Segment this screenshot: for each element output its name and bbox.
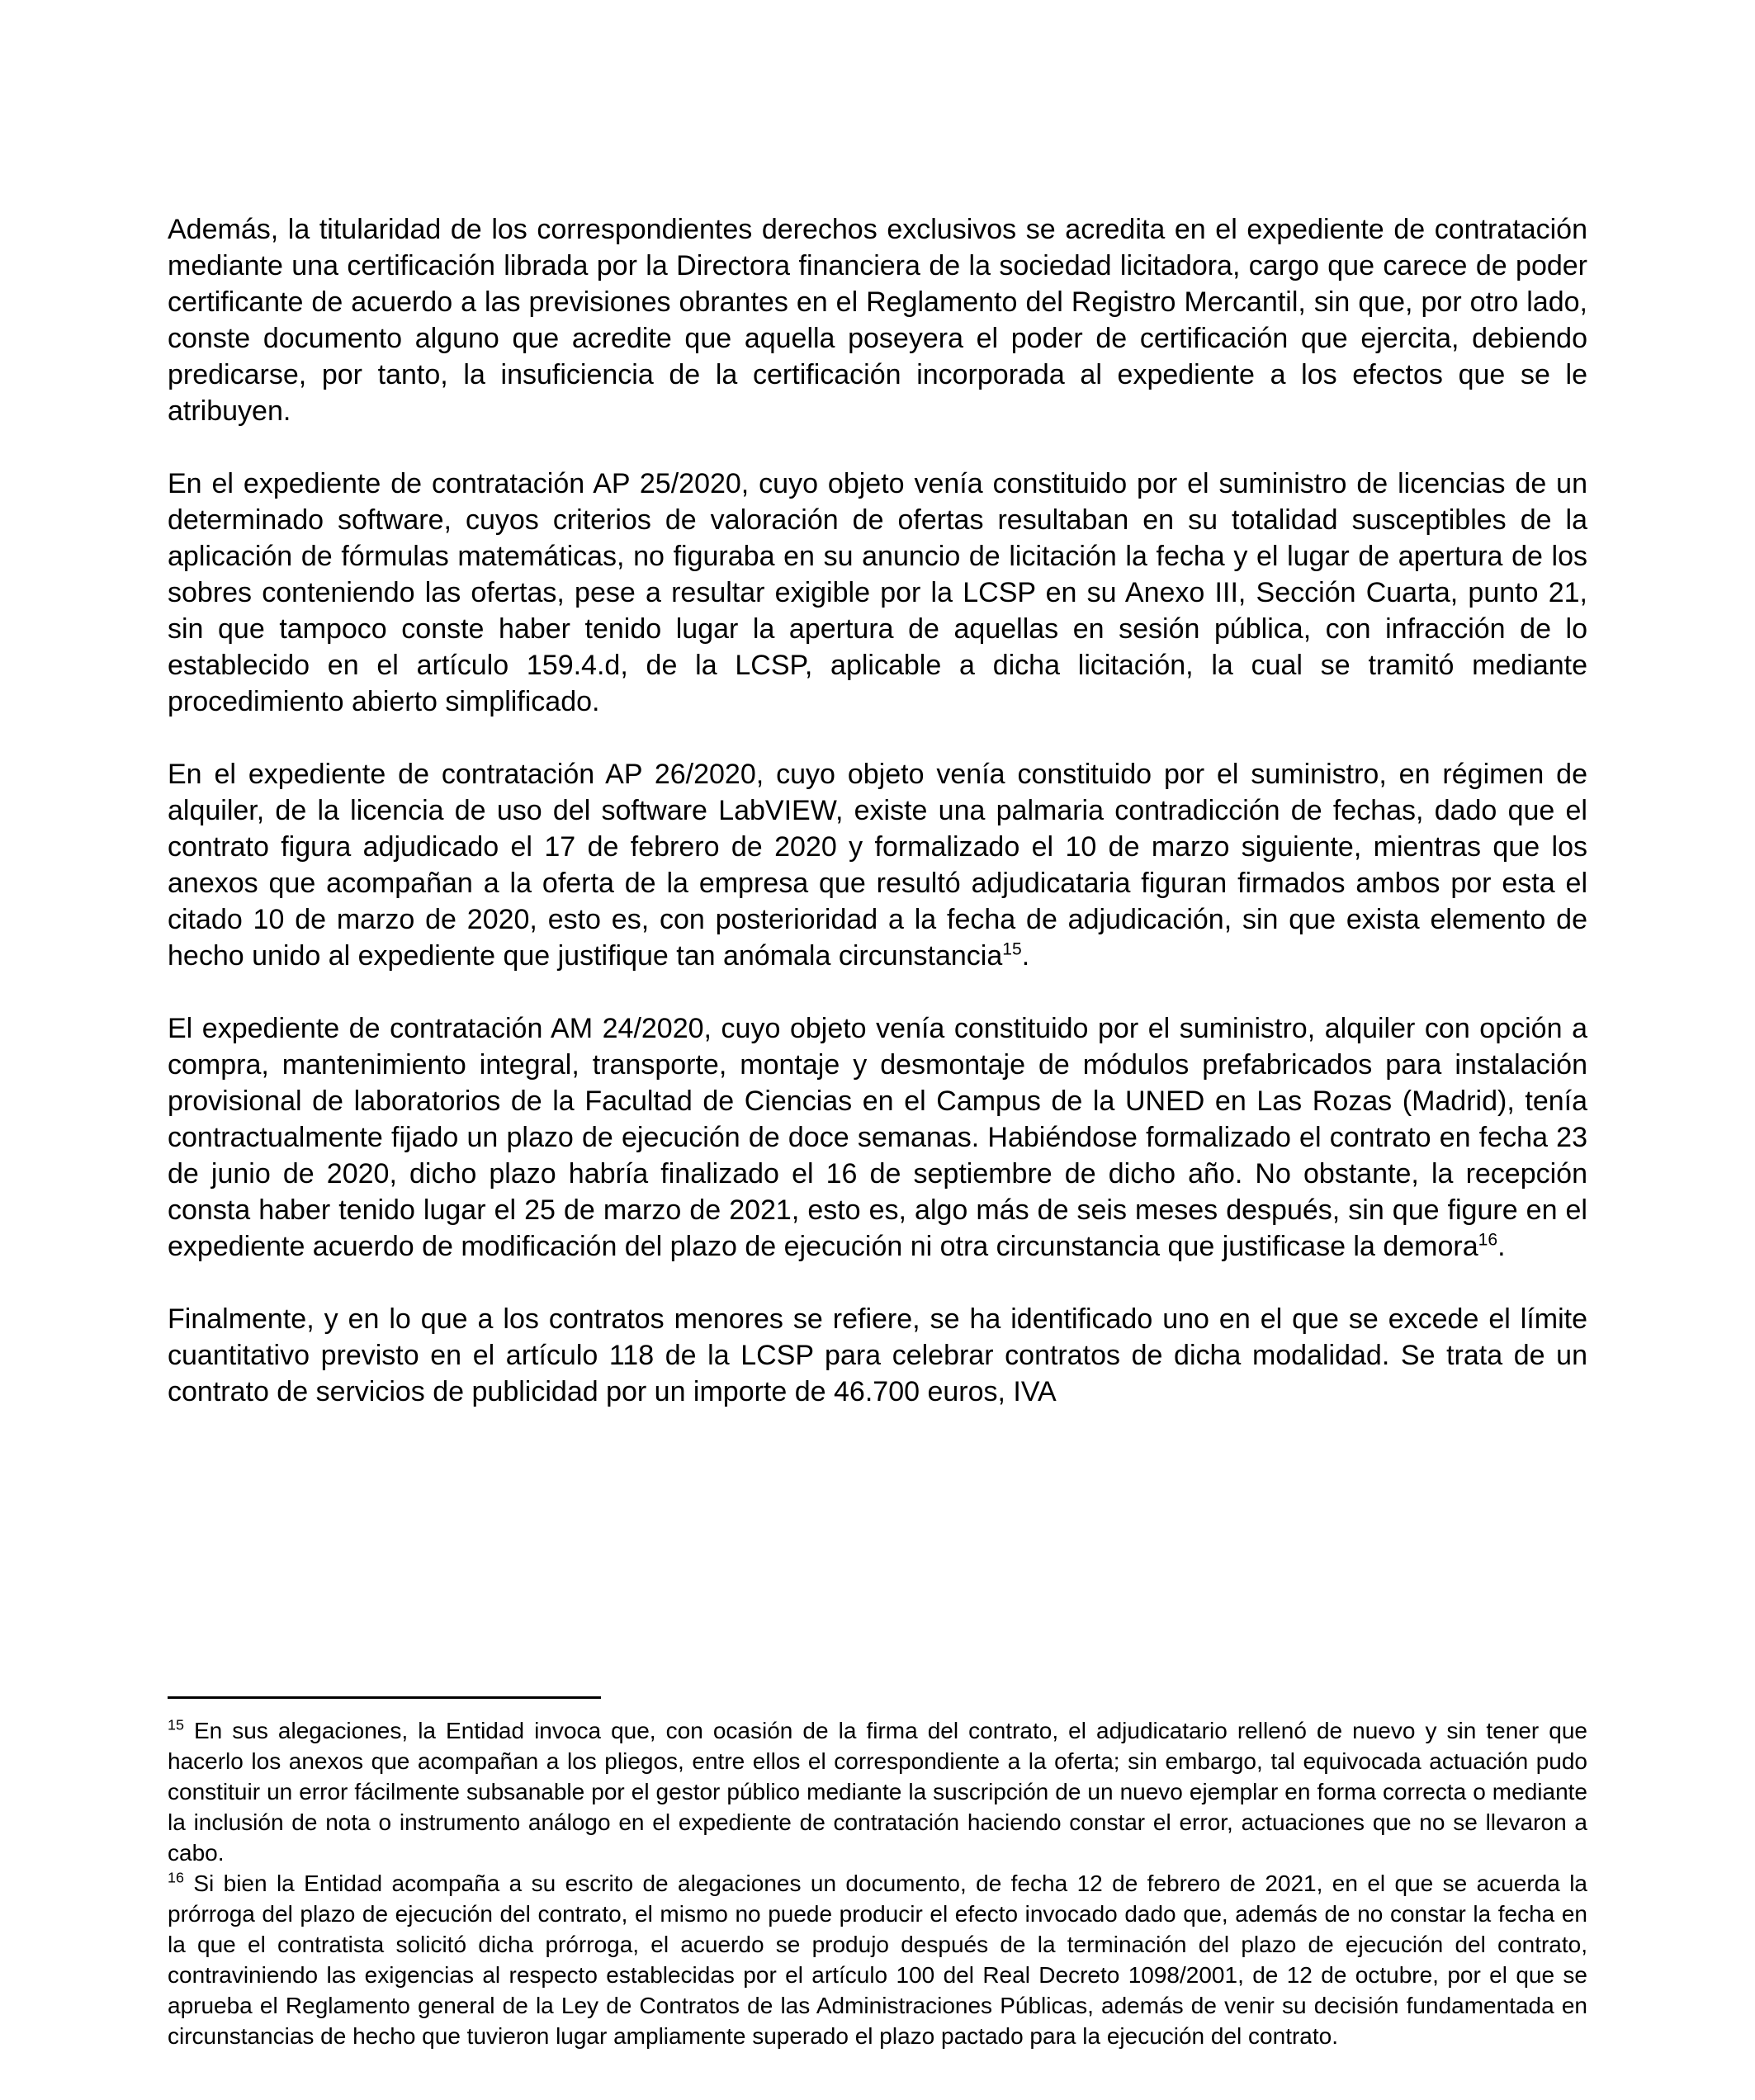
paragraph-text: El expediente de contratación AM 24/2020, cuyo objeto venía constituido por el suministro, alquiler con opción a compra, mantenimiento integral, transporte, montaje y desmontaje de módulos prefabricados para instalación provisional de laboratorios de la Facultad de Ciencias en el Campus de la UNED en Las Rozas (Madrid), tenía contractualmente fijado un plazo de ejecución de doce semanas. Habiéndose formalizado el contrato en fecha 23 de junio de 2020, dicho plazo habría finalizado el 16 de septiembre de dicho año. No obstante, la recepción consta haber tenido lugar el 25 de marzo de 2021, esto es, algo más de seis meses después, sin que figure en el expediente acuerdo de modificación del plazo de ejecución ni otra circunstancia que justificase la demora	[168, 1013, 1587, 1262]
footnote-ref-16: 16	[1478, 1230, 1498, 1250]
body-paragraph-2	[168, 466, 1587, 720]
paragraph-text: Finalmente, y en lo que a los contratos menores se refiere, se ha identificado uno en el que se excede el límite cuantitativo previsto en el artículo 118 de la LCSP para celebrar contratos de dicha modalidad. Se trata de un contrato de servicios de publicidad por un importe de 46.700 euros, IVA	[168, 1303, 1587, 1407]
footnote-ref-15: 15	[1002, 939, 1022, 959]
paragraph-text-after-ref: .	[1497, 1231, 1506, 1262]
paragraph-text-after-ref: .	[1021, 940, 1030, 972]
body-paragraph-1	[168, 211, 1587, 429]
footnote-16-text: Si bien la Entidad acompaña a su escrito de alegaciones un documento, de fecha 12 de febrero de 2021, en el que se acuerda la prórroga del plazo de ejecución del contrato, el mismo no puede producir el efecto invocado dado que, además de no constar la fecha en la que el contratista solicitó dicha prórroga, el acuerdo se produjo después de la terminación del plazo de ejecución del contrato, contraviniendo las exigencias al respecto establecidas por el artículo 100 del Real Decreto 1098/2001, de 12 de octubre, por el que se aprueba el Reglamento general de la Ley de Contratos de las Administraciones Públicas, además de venir su decisión fundamentada en circunstancias de hecho que tuvieron lugar ampliamente superado el plazo pactado para la ejecución del contrato.	[168, 1871, 1587, 2049]
body-paragraph-4	[168, 1010, 1587, 1265]
body-paragraph-5	[168, 1301, 1587, 1410]
paragraph-text: Además, la titularidad de los correspondientes derechos exclusivos se acredita en el expediente de contratación mediante una certificación librada por la Directora financiera de la sociedad licitadora, cargo que carece de poder certificante de acuerdo a las previsiones obrantes en el Reglamento del Registro Mercantil, sin que, por otro lado, conste documento alguno que acredite que aquella poseyera el poder de certificación que ejercita, debiendo predicarse, por tanto, la insuficiencia de la certificación incorporada al expediente a los efectos que se le atribuyen.	[168, 214, 1587, 427]
footnote-16-marker: 16	[168, 1869, 184, 1886]
footnote-15-text: En sus alegaciones, la Entidad invoca que, con ocasión de la firma del contrato, el adjudicatario rellenó de nuevo y sin tener que hacerlo los anexos que acompañan a los pliegos, entre ellos el correspondiente a la oferta; sin embargo, tal equivocada actuación pudo constituir un error fácilmente subsanable por el gestor público mediante la suscripción de un nuevo ejemplar en forma correcta o mediante la inclusión de nota o instrumento análogo en el expediente de contratación haciendo constar el error, actuaciones que no se llevaron a cabo.	[168, 1718, 1587, 1866]
body-paragraph-3	[168, 756, 1587, 974]
footnote-15	[168, 1715, 1587, 1868]
footnote-separator-line	[168, 1696, 601, 1699]
paragraph-text: En el expediente de contratación AP 25/2020, cuyo objeto venía constituido por el suministro de licencias de un determinado software, cuyos criterios de valoración de ofertas resultaban en su totalidad susceptibles de la aplicación de fórmulas matemáticas, no figuraba en su anuncio de licitación la fecha y el lugar de apertura de los sobres conteniendo las ofertas, pese a resultar exigible por la LCSP en su Anexo III, Sección Cuarta, punto 21, sin que tampoco conste haber tenido lugar la apertura de aquellas en sesión pública, con infracción de lo establecido en el artículo 159.4.d, de la LCSP, aplicable a dicha licitación, la cual se tramitó mediante procedimiento abierto simplificado.	[168, 468, 1587, 717]
document-body	[168, 211, 1587, 1410]
paragraph-text: En el expediente de contratación AP 26/2020, cuyo objeto venía constituido por el suministro, en régimen de alquiler, de la licencia de uso del software LabVIEW, existe una palmaria contradicción de fechas, dado que el contrato figura adjudicado el 17 de febrero de 2020 y formalizado el 10 de marzo siguiente, mientras que los anexos que acompañan a la oferta de la empresa que resultó adjudicataria figuran firmados ambos por esta el citado 10 de marzo de 2020, esto es, con posterioridad a la fecha de adjudicación, sin que exista elemento de hecho unido al expediente que justifique tan anómala circunstancia	[168, 759, 1587, 972]
footnote-15-marker: 15	[168, 1716, 184, 1733]
footnote-16	[168, 1868, 1587, 2051]
footnotes-section	[168, 1696, 1587, 2051]
